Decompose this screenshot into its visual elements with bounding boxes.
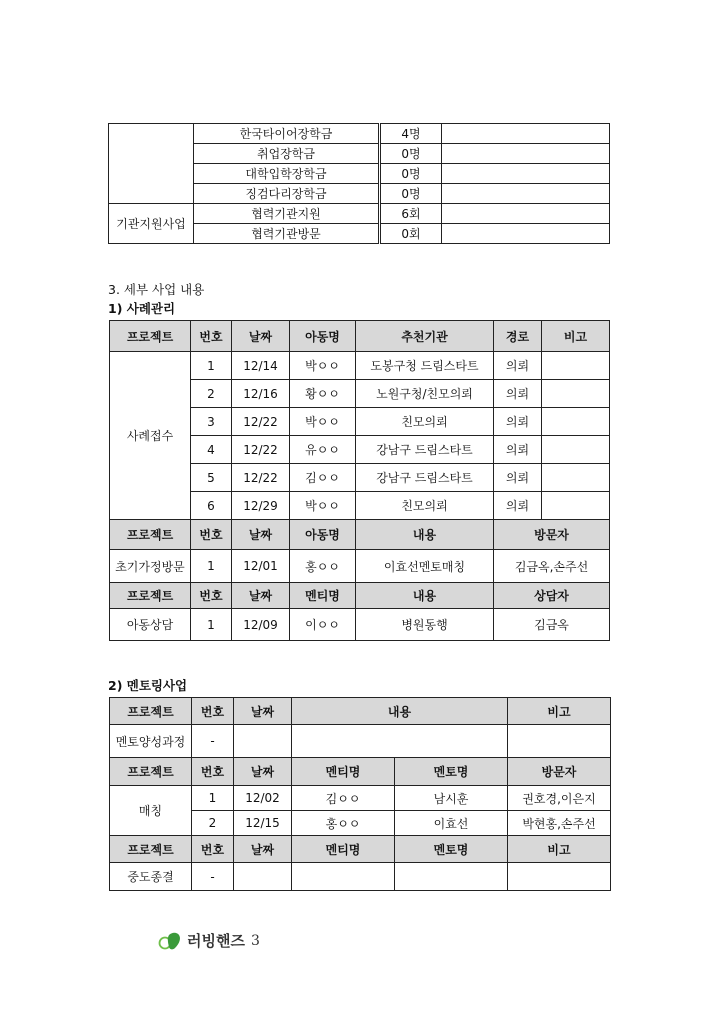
header-row (110, 698, 611, 725)
cell: 12/15 (234, 811, 292, 836)
table-row (110, 352, 610, 380)
header-cell: 날짜 (232, 520, 290, 550)
header-cell: 상담자 (494, 583, 610, 609)
header-cell: 멘티명 (292, 758, 395, 786)
cell: 12/29 (232, 492, 290, 520)
header-row (110, 583, 610, 609)
cell: - (192, 725, 234, 758)
count-cell: 4명 (380, 124, 442, 144)
header-cell: 내용 (292, 698, 508, 725)
cell: 1 (191, 352, 232, 380)
cell (508, 725, 611, 758)
header-cell: 번호 (192, 698, 234, 725)
header-cell: 날짜 (234, 836, 292, 863)
header-cell: 비고 (542, 321, 610, 352)
footer (158, 930, 260, 951)
cell: 김금옥 (494, 609, 610, 641)
header-cell: 추천기관 (356, 321, 494, 352)
cell: 의뢰 (494, 352, 542, 380)
note-cell (442, 224, 610, 244)
cell: 도봉구청 드림스타트 (356, 352, 494, 380)
cell: 아동상담 (110, 609, 191, 641)
cell (234, 863, 292, 891)
cell (542, 492, 610, 520)
cell: 이ㅇㅇ (290, 609, 356, 641)
header-row (110, 758, 611, 786)
count-cell: 0명 (380, 184, 442, 204)
cell (508, 863, 611, 891)
cell: 2 (191, 380, 232, 408)
count-cell: 0명 (380, 144, 442, 164)
cell: 의뢰 (494, 464, 542, 492)
cell: 의뢰 (494, 492, 542, 520)
count-cell: 0명 (380, 164, 442, 184)
cell: 의뢰 (494, 436, 542, 464)
cell: 6 (191, 492, 232, 520)
cell (292, 725, 508, 758)
cell: 노원구청/친모의뢰 (356, 380, 494, 408)
table-row (110, 550, 610, 583)
cell: 박ㅇㅇ (290, 352, 356, 380)
cell (542, 436, 610, 464)
header-cell: 번호 (191, 321, 232, 352)
header-cell: 프로젝트 (110, 520, 191, 550)
cell: 친모의뢰 (356, 408, 494, 436)
cell: 남시훈 (395, 786, 508, 811)
cell: 중도종결 (110, 863, 192, 891)
cell: 홍ㅇㅇ (290, 550, 356, 583)
table-row (110, 863, 611, 891)
header-cell: 번호 (191, 520, 232, 550)
cell: 이효선멘토매칭 (356, 550, 494, 583)
cell: 초기가정방문 (110, 550, 191, 583)
header-cell: 멘토명 (395, 836, 508, 863)
logo-text: 러빙핸즈 (187, 932, 245, 950)
cell: 박ㅇㅇ (290, 492, 356, 520)
header-cell: 날짜 (234, 758, 292, 786)
group-label-cell: 사례접수 (110, 352, 191, 520)
cell: 3 (191, 408, 232, 436)
header-cell: 프로젝트 (110, 583, 191, 609)
header-cell: 경로 (494, 321, 542, 352)
cell: 김금옥,손주선 (494, 550, 610, 583)
cell: 12/02 (234, 786, 292, 811)
item-cell: 취업장학금 (194, 144, 380, 164)
cell: 1 (192, 786, 234, 811)
header-cell: 날짜 (232, 583, 290, 609)
cell: 권호경,이은지 (508, 786, 611, 811)
cell: 12/16 (232, 380, 290, 408)
header-row (110, 520, 610, 550)
cell: 박현홍,손주선 (508, 811, 611, 836)
cell: 의뢰 (494, 380, 542, 408)
table-row (110, 725, 611, 758)
header-cell: 비고 (508, 836, 611, 863)
lovinghands-logo-icon (158, 931, 184, 951)
group-cell-empty (109, 124, 194, 204)
cell (542, 352, 610, 380)
header-row (110, 321, 610, 352)
header-cell: 날짜 (232, 321, 290, 352)
header-cell: 비고 (508, 698, 611, 725)
cell: 12/14 (232, 352, 290, 380)
cell: 12/09 (232, 609, 290, 641)
cell: 강남구 드림스타트 (356, 436, 494, 464)
cell (234, 725, 292, 758)
cell: 이효선 (395, 811, 508, 836)
cell: 강남구 드림스타트 (356, 464, 494, 492)
page-number: 3 (250, 932, 260, 949)
header-cell: 날짜 (234, 698, 292, 725)
cell: 김ㅇㅇ (290, 464, 356, 492)
cell: 의뢰 (494, 408, 542, 436)
item-cell: 협력기관지원 (194, 204, 380, 224)
cell: 박ㅇㅇ (290, 408, 356, 436)
note-cell (442, 144, 610, 164)
case-management-table (109, 320, 610, 641)
subsection-title-case: 1) 사례관리 (108, 301, 176, 316)
header-cell: 방문자 (494, 520, 610, 550)
header-cell: 멘티명 (290, 583, 356, 609)
header-cell: 멘티명 (292, 836, 395, 863)
cell (395, 863, 508, 891)
header-cell: 아동명 (290, 321, 356, 352)
cell: 1 (191, 609, 232, 641)
cell (542, 464, 610, 492)
subsection-title-mentoring: 2) 멘토링사업 (108, 678, 188, 693)
header-cell: 번호 (192, 836, 234, 863)
note-cell (442, 184, 610, 204)
cell (292, 863, 395, 891)
header-cell: 프로젝트 (110, 321, 191, 352)
header-cell: 프로젝트 (110, 698, 192, 725)
header-cell: 프로젝트 (110, 836, 192, 863)
count-cell: 6회 (380, 204, 442, 224)
scholarship-table (108, 123, 610, 244)
header-row (110, 836, 611, 863)
cell: 12/01 (232, 550, 290, 583)
group-label-cell: 기관지원사업 (109, 204, 194, 244)
cell: 황ㅇㅇ (290, 380, 356, 408)
header-cell: 방문자 (508, 758, 611, 786)
cell: 12/22 (232, 464, 290, 492)
header-cell: 멘토명 (395, 758, 508, 786)
group-label-cell: 매칭 (110, 786, 192, 836)
mentoring-table (109, 697, 611, 891)
header-cell: 프로젝트 (110, 758, 192, 786)
header-cell: 아동명 (290, 520, 356, 550)
table-row (110, 786, 611, 811)
cell: 멘토양성과정 (110, 725, 192, 758)
note-cell (442, 124, 610, 144)
item-cell: 협력기관방문 (194, 224, 380, 244)
cell (542, 408, 610, 436)
cell: 2 (192, 811, 234, 836)
note-cell (442, 204, 610, 224)
item-cell: 대학입학장학금 (194, 164, 380, 184)
section-title: 3. 세부 사업 내용 (108, 282, 205, 297)
header-cell: 번호 (192, 758, 234, 786)
cell: 1 (191, 550, 232, 583)
item-cell: 한국타이어장학금 (194, 124, 380, 144)
cell: 친모의뢰 (356, 492, 494, 520)
cell: 유ㅇㅇ (290, 436, 356, 464)
cell: 병원동행 (356, 609, 494, 641)
header-cell: 번호 (191, 583, 232, 609)
note-cell (442, 164, 610, 184)
count-cell: 0회 (380, 224, 442, 244)
cell: 5 (191, 464, 232, 492)
cell: 김ㅇㅇ (292, 786, 395, 811)
table-row (110, 609, 610, 641)
cell: 12/22 (232, 408, 290, 436)
cell (542, 380, 610, 408)
cell: 4 (191, 436, 232, 464)
cell: 12/22 (232, 436, 290, 464)
item-cell: 징검다리장학금 (194, 184, 380, 204)
header-cell: 내용 (356, 583, 494, 609)
header-cell: 내용 (356, 520, 494, 550)
cell: 홍ㅇㅇ (292, 811, 395, 836)
cell: - (192, 863, 234, 891)
